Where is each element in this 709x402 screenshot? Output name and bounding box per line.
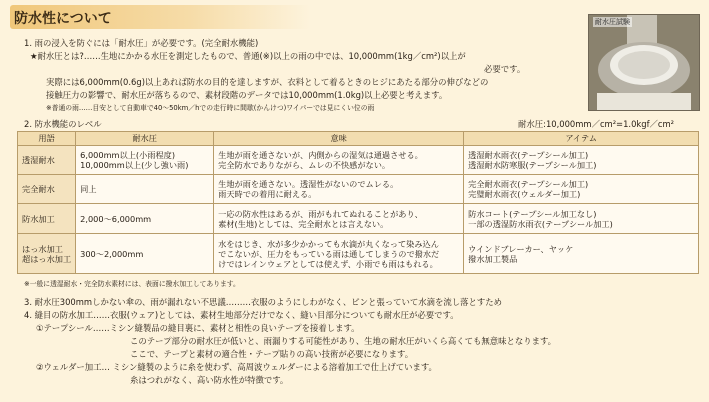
item-cell: ウインドブレーカー、ヤッケ xyxy=(468,243,574,254)
meaning-cell: けではレインウェアとしては使えず、小雨でも雨はもれる。 xyxy=(218,258,438,269)
column-header: アイテム xyxy=(464,132,699,146)
item-cell: 撥水加工製品 xyxy=(468,253,518,264)
item-cell: 透湿耐水防寒服(テープシール加工) xyxy=(468,160,597,170)
column-header: 耐水圧 xyxy=(76,132,214,146)
pressure-test-image xyxy=(589,15,699,110)
photo-caption: 耐水圧試験 xyxy=(595,18,630,26)
s2-unit: 耐水圧:10,000mm／cm²=1.0kgf／cm² xyxy=(518,119,675,129)
item-cell: 完全耐水雨衣(テープシール加工) xyxy=(468,179,589,189)
meaning-cell: 生地が雨を通さない。透湿性がないのでムレる。 xyxy=(218,179,399,189)
s1-note: ※普通の雨……目安として自動車で40～50km／hでの走行時に間歇(かんけつ)ワイパーでは見にくい位の雨 xyxy=(46,104,375,112)
table-row xyxy=(18,204,699,234)
item-cell: 透湿耐水雨衣(テープシール加工) xyxy=(468,150,589,160)
s1-line2: ★耐水圧とは?……生地にかかる水圧を測定したもので、普通(※)以上の雨の中では、10,000mm(1kg／cm²)以上が xyxy=(30,51,466,61)
term-cell: 防水加工 xyxy=(22,213,55,224)
page-title: 防水性について xyxy=(14,11,112,27)
item-cell: 一部の透湿防水雨衣(テープシール加工) xyxy=(468,218,613,229)
table-header-row xyxy=(18,132,699,146)
s1-line5: 接触圧力の影響で、耐水圧が落ちるので、素材段階のデータでは10,000mm(1.0kg)以上必要と考えます。 xyxy=(46,90,448,100)
s4-line2: ①テープシール……ミシン縫製品の縫目裏に、素材と相性の良いテープを接着します。 xyxy=(36,323,360,333)
s4-line6: 糸はつれがなく、高い防水性が特徴です。 xyxy=(130,375,289,385)
s1-line3: 必要です。 xyxy=(484,64,526,74)
meaning-cell: でこないが、圧力をもっている雨は通してしまうので撥水だ xyxy=(218,248,440,259)
meaning-cell: 一応の防水性はあるが、雨がもれてぬれることがあり、 xyxy=(218,208,423,219)
table-row xyxy=(18,234,699,274)
table-row xyxy=(18,146,699,175)
s4-line3: このテープ部分の耐水圧が低いと、雨漏りする可能性があり、生地の耐水圧がいくら高くても無意味となります。 xyxy=(130,336,557,346)
pressure-cell: 同上 xyxy=(80,184,97,194)
s1-line4: 実際には6,000mm(0.6g)以上あれば防水の目的を達しますが、衣料として着るときのヒジにあたる部分の伸びなどの xyxy=(46,77,489,87)
item-cell: 防水コート(テープシール加工なし) xyxy=(468,208,597,219)
meaning-cell: 完全防水でありながら、ムレの不快感がない。 xyxy=(218,160,391,170)
pressure-cell: 10,000mm以上(少し強い雨) xyxy=(80,160,189,170)
s4-line4: ここで、テープと素材の適合性・テープ貼りの高い技術が必要になります。 xyxy=(130,349,414,359)
table-row xyxy=(18,175,699,204)
s4-line1: 4. 縫目の防水加工……衣服(ウェア)としては、素材生地部分だけでなく、縫い目部分についても耐水圧が必要です。 xyxy=(24,310,459,320)
s4-line5: ②ウェルダー加工… ミシン縫製のように糸を使わず、高周波ウェルダーによる溶着加工で仕上げています。 xyxy=(36,362,437,372)
term-cell: はっ水加工 xyxy=(22,243,63,254)
term-cell: 透湿耐水 xyxy=(22,155,55,165)
pressure-cell: 2,000～6,000mm xyxy=(80,213,152,224)
s2-note: ※一般に透湿耐水・完全防水素材には、表面に撥水加工してあります。 xyxy=(24,280,240,288)
s2-heading: 2. 防水機能のレベル xyxy=(24,119,102,129)
s1-line1: 1. 雨の浸入を防ぐには「耐水圧」が必要です。(完全耐水機能) xyxy=(24,38,259,48)
pressure-cell: 6,000mm以上(小雨程度) xyxy=(80,150,176,160)
meaning-cell: 生地が雨を通さないが、内側からの湿気は通過させる。 xyxy=(218,150,423,160)
pressure-test-photo xyxy=(588,14,700,111)
meaning-cell: 雨天時での着用に耐える。 xyxy=(218,189,317,199)
title-banner xyxy=(10,5,310,29)
column-header: 意味 xyxy=(214,132,464,146)
column-header: 用語 xyxy=(18,132,76,146)
term-cell: 完全耐水 xyxy=(22,184,55,194)
pressure-cell: 300～2,000mm xyxy=(80,248,144,259)
s3-line1: 3. 耐水圧300mmしかない傘の、雨が漏れない不思議………衣服のようにしわがなく、ピンと張っていて水滴を流し落とすため xyxy=(24,297,502,307)
meaning-cell: 素材(生地)としては、完全耐水とは言えない。 xyxy=(218,218,389,229)
term-cell: 超はっ水加工 xyxy=(22,253,72,264)
waterproof-level-table xyxy=(17,131,699,274)
item-cell: 完璧耐水雨衣(ウェルダー加工) xyxy=(468,189,581,199)
meaning-cell: 水をはじき、水が多少かかっても水滴が丸くなって染み込ん xyxy=(218,238,439,249)
